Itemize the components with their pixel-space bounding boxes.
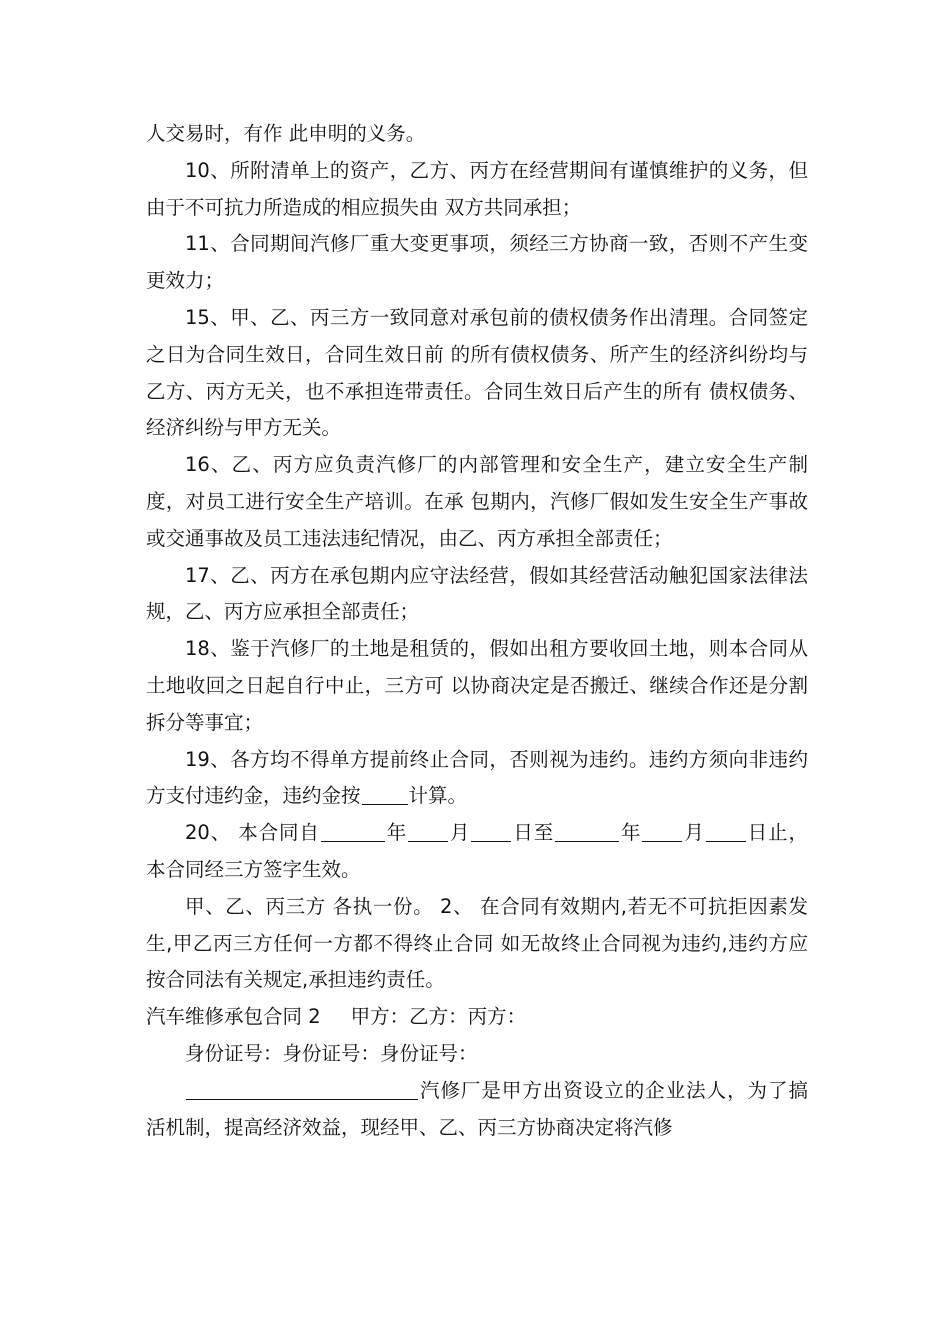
contract-2-title: 汽车维修承包合同 2 <box>146 1005 321 1029</box>
intro-paragraph <box>146 1073 808 1147</box>
clause-18: 18、鉴于汽修厂的土地是租赁的，假如出租方要收回土地，则本合同从土地收回之日起自行中止，三方可 以协商决定是否搬迁、继续合作还是分割拆分等事宜； <box>146 637 808 734</box>
clause-17: 17、乙、丙方在承包期内应守法经营，假如其经营活动触犯国家法律法规，乙、丙方应承担全部责任； <box>146 563 808 624</box>
start-year-label: 年 <box>385 821 408 845</box>
clause-15: 15、甲、乙、丙三方一致同意对承包前的债权债务作出清理。合同签定之日为合同生效日，合同生效日前 的所有债权债务、所产生的经济纠纷均与乙方、丙方无关，也不承担连带责任。合同生效日后产生的所有 债权债务、经济纠纷与甲方无关。 <box>146 305 808 440</box>
clause-11: 11、合同期间汽修厂重大变更事项，须经三方协商一致，否则不产生变更效力； <box>146 232 808 293</box>
end-day-blank <box>706 822 746 843</box>
copies-paragraph: 甲、乙、丙三方 各执一份。 2、 在合同有效期内,若无不可抗拒因素发生,甲乙丙三方任何一方都不得终止合同 如无故终止合同视为违约,违约方应按合同法有关规定,承担违约责任。 <box>146 894 808 992</box>
penalty-blank <box>362 785 408 806</box>
clause-20 <box>146 815 808 889</box>
start-year-blank <box>321 822 385 843</box>
factory-name-blank <box>186 1079 418 1100</box>
end-month-blank <box>642 822 682 843</box>
clause-19-end: 计算。 <box>408 784 468 808</box>
start-month-blank <box>408 822 448 843</box>
clause-19-text: 19、各方均不得单方提前终止合同，否则视为违约。违约方须向非违约方支付违约金，违约金按 <box>146 747 808 808</box>
start-day-label: 日至 <box>512 821 555 845</box>
contract-2-heading <box>146 999 808 1036</box>
start-day-blank <box>471 822 511 843</box>
clause-19 <box>146 742 808 816</box>
contract-body <box>146 116 808 1146</box>
clause-16: 16、乙、丙方应负责汽修厂的内部管理和安全生产，建立安全生产制度，对员工进行安全生产培训。在承 包期内，汽修厂假如发生安全生产事故或交通事故及员工违法违纪情况，由乙、丙方承担全部责任； <box>146 453 808 550</box>
id-numbers-line: 身份证号：身份证号：身份证号： <box>185 1041 478 1065</box>
intro-text: 汽修厂是甲方出资设立的企业法人，为了搞活机制，提高经济效益，现经甲、乙、丙三方协商决定将汽修 <box>146 1078 808 1139</box>
end-day-label: 日止，本合同经三方签字生效。 <box>146 821 808 881</box>
continuation-paragraph: 人交易时，有作 此申明的义务。 <box>146 122 426 145</box>
end-year-label: 年 <box>620 821 642 845</box>
start-month-label: 月 <box>449 821 471 845</box>
clause-20-text: 20、 本合同自 <box>185 821 320 845</box>
parties-line: 甲方：乙方：丙方： <box>350 1005 527 1029</box>
end-year-blank <box>555 822 619 843</box>
end-month-label: 月 <box>683 821 705 845</box>
clause-10: 10、所附清单上的资产，乙方、丙方在经营期间有谨慎维护的义务，但由于不可抗力所造成的相应损失由 双方共同承担； <box>146 158 808 219</box>
